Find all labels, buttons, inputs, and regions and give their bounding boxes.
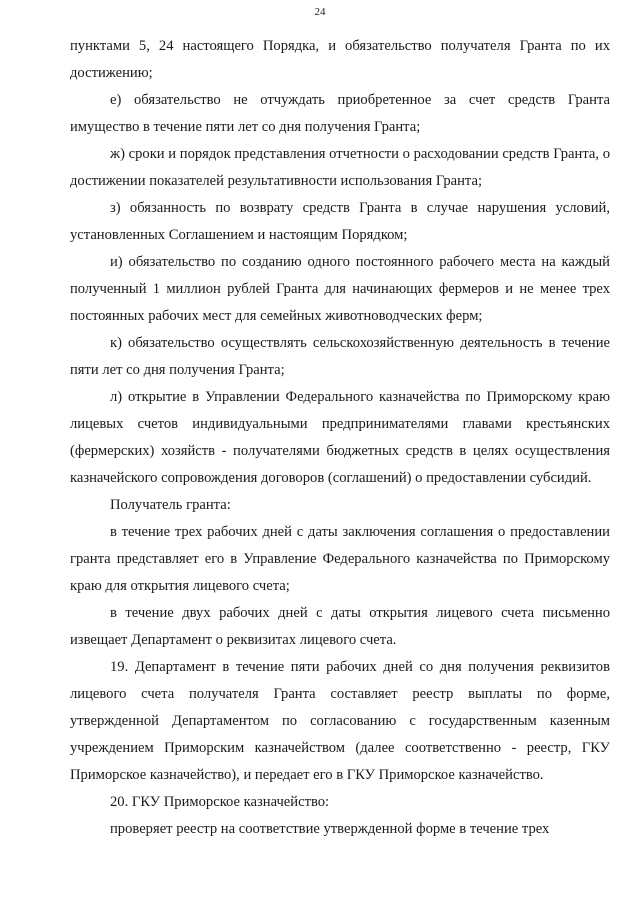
paragraph-item-k: к) обязательство осуществлять сельскохозяйственную деятельность в течение пяти лет со дня получения Гранта; (70, 335, 610, 378)
paragraph-item-e: е) обязательство не отчуждать приобретенное за счет средств Гранта имущество в течение пяти лет со дня получения Гранта; (70, 92, 610, 135)
paragraph-recipient-duty-2: в течение двух рабочих дней с даты открытия лицевого счета письменно извещает Департамент о реквизитах лицевого счета. (70, 605, 610, 648)
paragraph-continuation: пунктами 5, 24 настоящего Порядка, и обязательство получателя Гранта по их достижению; (70, 38, 610, 81)
paragraph-20: 20. ГКУ Приморское казначейство: (110, 794, 330, 810)
paragraph-recipient-duty-1: в течение трех рабочих дней с даты заключения соглашения о предоставлении гранта представляет его в Управление Федерального казначейства по Приморскому краю для открытия лицевого счета; (70, 524, 610, 594)
document-body (70, 33, 610, 843)
paragraph-item-zh: ж) сроки и порядок представления отчетности о расходовании средств Гранта, о достижении показателей результативности использования Гранта; (70, 146, 610, 189)
paragraph-20-duty: проверяет реестр на соответствие утвержденной форме в течение трех (110, 821, 550, 837)
paragraph-item-z: з) обязанность по возврату средств Гранта в случае нарушения условий, установленных Соглашением и настоящим Порядком; (70, 200, 610, 243)
paragraph-grant-recipient: Получатель гранта: (110, 497, 231, 513)
paragraph-19: 19. Департамент в течение пяти рабочих дней со дня получения реквизитов лицевого счета получателя Гранта составляет реестр выплаты по форме, утвержденной Департаментом по согласованию с государственным казенным учреждением Приморским казначейством (далее соответственно - реестр, ГКУ Приморское казначейство), и передает его в ГКУ Приморское казначейство. (70, 659, 610, 783)
paragraph-item-i: и) обязательство по созданию одного постоянного рабочего места на каждый полученный 1 миллион рублей Гранта для начинающих фермеров и не менее трех постоянных рабочих мест для семейных животноводческих ферм; (70, 254, 610, 324)
page-number: 24 (314, 6, 326, 18)
paragraph-item-l: л) открытие в Управлении Федерального казначейства по Приморскому краю лицевых счетов индивидуальными предпринимателями главами крестьянских (фермерских) хозяйств - получателями бюджетных средств в целях осуществления казначейского сопровождения договоров (соглашений) о предоставлении субсидий. (70, 389, 610, 486)
